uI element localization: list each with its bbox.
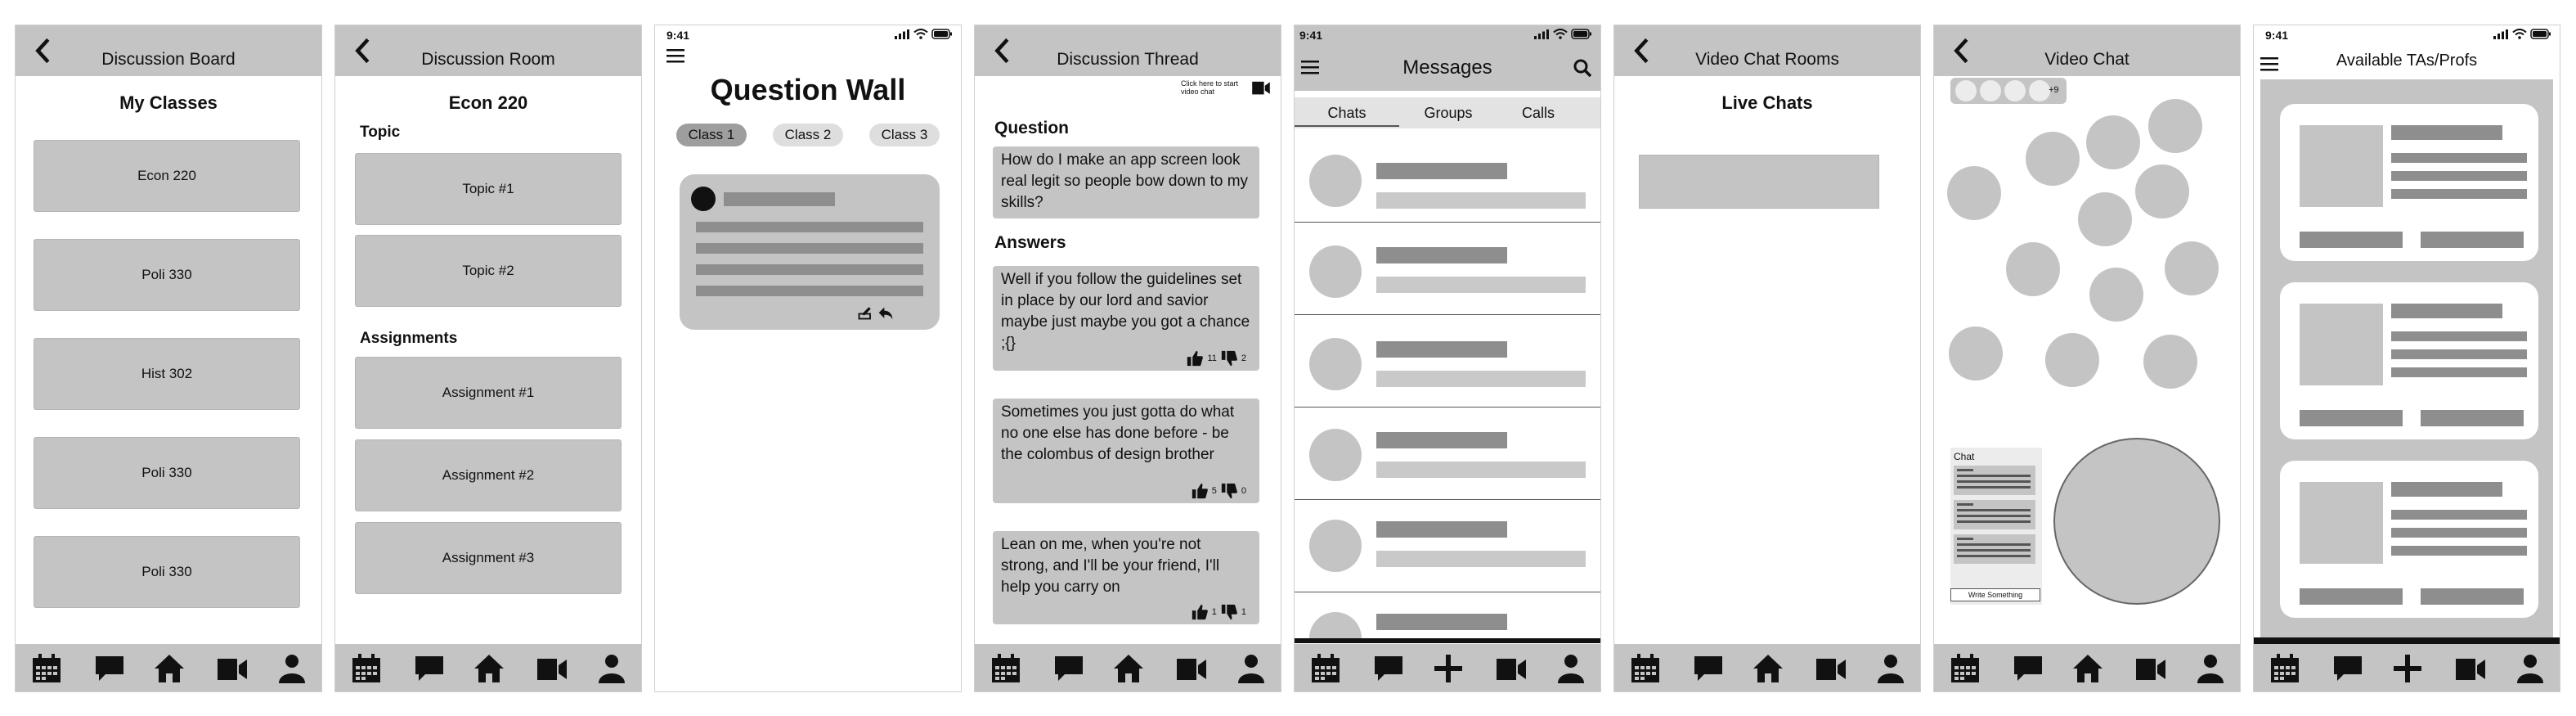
assignment-card[interactable]: Assignment #2 (355, 439, 622, 511)
video-camera-icon (1495, 652, 1528, 685)
header-bar (1614, 25, 1920, 76)
video-tab[interactable] (216, 652, 249, 685)
user-icon (2194, 652, 2227, 685)
new-post-tab[interactable] (1432, 652, 1465, 685)
class-heading: Econ 220 (448, 92, 528, 113)
calendar-icon (2269, 652, 2301, 685)
ta-action-placeholder[interactable] (2421, 588, 2524, 605)
video-camera-icon (2454, 652, 2487, 685)
battery-icon (1571, 29, 1592, 39)
chat-message (1954, 466, 2035, 495)
section-heading: My Classes (119, 92, 218, 113)
home-tab[interactable] (2071, 652, 2104, 685)
chat-tab[interactable] (1052, 652, 1085, 685)
ta-list (2260, 79, 2553, 637)
chat-icon (1052, 652, 1085, 685)
downvote-count: 2 (1241, 353, 1246, 363)
ta-info-placeholder (2391, 331, 2527, 341)
chat-icon (1372, 652, 1405, 685)
chat-row[interactable] (1295, 408, 1600, 500)
video-tab[interactable] (1495, 652, 1528, 685)
calendar-icon (1629, 652, 1662, 685)
chat-icon (413, 652, 446, 685)
page-title: Question Wall (710, 73, 906, 106)
chat-message (1954, 534, 2035, 564)
bottom-nav (2254, 644, 2560, 691)
class-filter-pill[interactable]: Class 1 (676, 124, 747, 146)
answer-text: Well if you follow the guidelines set in place by our lord and savior maybe just maybe you got a chance ;{} (1001, 271, 1250, 352)
chat-label: Chat (1954, 451, 1975, 462)
chat-tab[interactable] (1692, 652, 1725, 685)
search-icon[interactable] (1573, 58, 1592, 78)
calendar-icon (990, 652, 1022, 685)
text-line-placeholder (696, 264, 923, 275)
participant-video[interactable] (2026, 132, 2080, 186)
header-bar (1934, 25, 2240, 76)
calendar-icon (1309, 652, 1342, 685)
thumbs-down-icon[interactable] (1220, 349, 1238, 367)
video-tab[interactable] (2454, 652, 2487, 685)
video-camera-icon (536, 652, 568, 685)
participant-avatar (1980, 80, 2001, 101)
upvote-count: 5 (1211, 486, 1217, 496)
class-card[interactable]: Poli 330 (34, 239, 300, 311)
status-icons (895, 29, 953, 43)
downvote-count: 1 (1241, 607, 1246, 617)
calendar-tab[interactable] (30, 652, 63, 685)
status-time: 9:41 (666, 29, 690, 42)
profile-tab[interactable] (2194, 652, 2227, 685)
user-icon (1235, 652, 1268, 685)
signal-icon (2493, 29, 2508, 39)
participant-video[interactable] (2089, 268, 2143, 322)
participant-video[interactable] (2006, 242, 2060, 296)
extra-participants-count: +9 (2049, 85, 2059, 95)
tab-chats[interactable]: Chats (1295, 101, 1399, 127)
answer-text: Sometimes you just gotta do what no one else has done before - be the colombus of design brother (1001, 403, 1235, 463)
vote-row (1191, 480, 1246, 502)
answer-text: Lean on me, when you're not strong, and I'll be your friend, I'll help you carry on (1001, 536, 1220, 596)
answer-card[interactable] (993, 399, 1259, 503)
header-bar (1295, 25, 1600, 91)
video-camera-icon (216, 652, 249, 685)
chat-tab[interactable] (93, 652, 126, 685)
screen-question-wall (654, 25, 962, 692)
participant-video[interactable] (2045, 333, 2099, 387)
participant-video[interactable] (1947, 166, 2001, 220)
assignment-card[interactable]: Assignment #1 (355, 357, 622, 429)
video-tab[interactable] (1175, 652, 1208, 685)
calendar-tab[interactable] (2269, 652, 2301, 685)
assignment-card[interactable]: Assignment #3 (355, 522, 622, 594)
bottom-nav (1934, 644, 2240, 691)
wifi-icon (1553, 29, 1568, 39)
participant-video[interactable] (2086, 115, 2140, 169)
participant-avatar (1955, 80, 1977, 101)
reply-icon[interactable] (877, 305, 894, 322)
chat-message (1954, 500, 2035, 529)
upvote-count: 1 (1211, 607, 1217, 617)
ta-photo (2300, 482, 2383, 564)
bottom-nav (1614, 644, 1920, 691)
preview-placeholder (1376, 462, 1586, 478)
participants-strip[interactable] (1950, 78, 2067, 104)
video-camera-icon[interactable] (1251, 78, 1271, 97)
ta-info-placeholder (2391, 171, 2527, 181)
divider (2254, 637, 2560, 644)
video-tab[interactable] (1815, 652, 1847, 685)
video-camera-icon (1175, 652, 1208, 685)
upvote-count: 11 (1207, 353, 1217, 363)
new-post-tab[interactable] (2391, 652, 2424, 685)
class-card[interactable]: Hist 302 (34, 338, 300, 410)
thumbs-down-icon[interactable] (1220, 603, 1238, 621)
thumbs-up-icon[interactable] (1191, 603, 1209, 621)
screen-title: Video Chat Rooms (1695, 50, 1839, 69)
profile-tab[interactable] (1555, 652, 1587, 685)
participant-avatar (2029, 80, 2050, 101)
ta-action-placeholder[interactable] (2300, 410, 2403, 426)
edit-icon[interactable] (858, 305, 873, 320)
name-placeholder (1376, 432, 1507, 448)
section-heading: Live Chats (1721, 92, 1813, 113)
home-tab[interactable] (153, 652, 186, 685)
home-icon (2071, 652, 2104, 685)
ta-action-placeholder[interactable] (2421, 232, 2524, 248)
answers-label: Answers (994, 233, 1066, 252)
screen-discussion-room (334, 25, 642, 692)
header-bar (335, 25, 641, 76)
name-placeholder (1376, 341, 1507, 358)
ta-photo (2300, 125, 2383, 207)
battery-icon (2530, 29, 2551, 39)
screen-video-chat (1933, 25, 2241, 692)
ta-info-placeholder (2391, 510, 2527, 520)
ta-info-placeholder (2391, 189, 2527, 199)
name-placeholder (1376, 614, 1507, 630)
calendar-tab[interactable] (350, 652, 383, 685)
name-placeholder (1376, 247, 1507, 263)
chat-panel (1950, 448, 2042, 605)
ta-info-placeholder (2391, 528, 2527, 538)
wifi-icon (913, 29, 928, 39)
name-placeholder (1376, 163, 1507, 179)
profile-tab[interactable] (1235, 652, 1268, 685)
divider (1295, 638, 1600, 643)
participant-video[interactable] (2148, 99, 2202, 153)
avatar (1309, 155, 1362, 207)
vote-row (1191, 601, 1246, 623)
profile-tab[interactable] (2514, 652, 2547, 685)
chat-icon (93, 652, 126, 685)
screen-discussion-board (15, 25, 322, 692)
tab-groups[interactable]: Groups (1424, 104, 1473, 121)
user-icon (1874, 652, 1907, 685)
avatar (1309, 245, 1362, 298)
ta-info-placeholder (2391, 349, 2527, 359)
calendar-tab[interactable] (1309, 652, 1342, 685)
status-time: 9:41 (1299, 29, 1323, 42)
avatar (691, 187, 716, 211)
participant-video[interactable] (2078, 192, 2132, 246)
topic-label: Topic (360, 124, 401, 141)
ta-name-placeholder (2391, 482, 2502, 497)
chat-icon (2331, 652, 2364, 685)
topic-card[interactable]: Topic #2 (355, 235, 622, 307)
chat-tab[interactable] (1372, 652, 1405, 685)
signal-icon (895, 29, 909, 39)
user-icon (2514, 652, 2547, 685)
screen-video-chat-rooms (1613, 25, 1921, 692)
user-icon (1555, 652, 1587, 685)
calendar-tab[interactable] (1949, 652, 1981, 685)
avatar (1309, 612, 1362, 642)
home-tab[interactable] (1752, 652, 1784, 685)
text-line-placeholder (696, 286, 923, 296)
home-tab[interactable] (1112, 652, 1145, 685)
screen-messages (1294, 25, 1601, 692)
screen-title: Discussion Board (101, 50, 236, 69)
user-icon (595, 652, 628, 685)
ta-card[interactable] (2280, 104, 2538, 261)
signal-icon (1534, 29, 1549, 39)
video-tab[interactable] (2134, 652, 2167, 685)
screen-discussion-thread (974, 25, 1281, 692)
profile-tab[interactable] (595, 652, 628, 685)
profile-tab[interactable] (276, 652, 308, 685)
participant-avatar (2004, 80, 2026, 101)
screen-title: Discussion Room (421, 50, 555, 69)
thumbs-up-icon[interactable] (1191, 482, 1209, 500)
class-filter-pill[interactable]: Class 2 (773, 124, 843, 146)
chat-row[interactable] (1295, 315, 1600, 408)
live-chat-room-card[interactable] (1639, 155, 1879, 209)
chat-row[interactable] (1295, 223, 1600, 315)
bottom-nav (975, 644, 1281, 691)
question-post-card[interactable] (680, 174, 940, 330)
ta-name-placeholder (2391, 125, 2502, 140)
video-tab[interactable] (536, 652, 568, 685)
ta-info-placeholder (2391, 367, 2527, 377)
chat-input[interactable]: Write Something (1950, 588, 2040, 601)
avatar (1309, 429, 1362, 481)
chat-tab[interactable] (2012, 652, 2044, 685)
ta-action-placeholder[interactable] (2300, 588, 2403, 605)
home-icon (1752, 652, 1784, 685)
screen-available-tas (2253, 25, 2560, 692)
question-label: Question (994, 119, 1070, 137)
question-box: How do I make an app screen look real legit so people bow down to my skills? (993, 146, 1259, 218)
class-card[interactable]: Poli 330 (34, 437, 300, 509)
chat-icon (2012, 652, 2044, 685)
profile-tab[interactable] (1874, 652, 1907, 685)
calendar-icon (30, 652, 63, 685)
status-time: 9:41 (2265, 29, 2289, 42)
battery-icon (931, 29, 953, 39)
bottom-nav (16, 644, 321, 691)
calendar-icon (350, 652, 383, 685)
bottom-nav (1295, 644, 1600, 691)
chat-row[interactable] (1295, 130, 1600, 223)
preview-placeholder (1376, 551, 1586, 567)
chat-row-partial[interactable] (1295, 592, 1600, 642)
chat-tab[interactable] (2331, 652, 2364, 685)
class-filter-pill[interactable]: Class 3 (869, 124, 940, 146)
class-card[interactable]: Poli 330 (34, 536, 300, 608)
topic-card[interactable]: Topic #1 (355, 153, 622, 225)
home-icon (153, 652, 186, 685)
status-bar (2254, 25, 2560, 45)
home-tab[interactable] (473, 652, 505, 685)
status-bar (655, 25, 961, 45)
assignments-label: Assignments (360, 330, 458, 347)
text-line-placeholder (696, 243, 923, 254)
preview-placeholder (1376, 192, 1586, 209)
participant-video[interactable] (1949, 326, 2003, 381)
wifi-icon (2512, 29, 2527, 39)
status-icons (2493, 29, 2551, 43)
ta-card[interactable] (2280, 461, 2538, 618)
calendar-icon (1949, 652, 1981, 685)
avatar (1309, 338, 1362, 390)
chat-icon (1692, 652, 1725, 685)
participant-video[interactable] (2143, 335, 2197, 389)
video-camera-icon (1815, 652, 1847, 685)
ta-photo (2300, 304, 2383, 385)
home-icon (473, 652, 505, 685)
preview-placeholder (1376, 277, 1586, 293)
ta-name-placeholder (2391, 304, 2502, 318)
ta-card[interactable] (2280, 282, 2538, 439)
answer-card[interactable] (993, 266, 1259, 371)
header-bar (975, 25, 1281, 76)
self-video[interactable] (2053, 438, 2220, 605)
class-card[interactable]: Econ 220 (34, 140, 300, 212)
ta-action-placeholder[interactable] (2300, 232, 2403, 248)
text-line-placeholder (696, 222, 923, 232)
plus-icon (1432, 652, 1465, 685)
video-camera-icon (2134, 652, 2167, 685)
vote-row (1186, 348, 1246, 369)
participant-video[interactable] (2165, 241, 2219, 295)
bottom-nav (335, 644, 641, 691)
tab-calls[interactable]: Calls (1521, 104, 1555, 121)
downvote-count: 0 (1241, 486, 1246, 496)
header-bar (16, 25, 321, 76)
answer-card[interactable] (993, 531, 1259, 624)
plus-icon (2391, 652, 2424, 685)
ta-info-placeholder (2391, 153, 2527, 163)
name-placeholder (1376, 521, 1507, 538)
screen-title: Messages (1402, 56, 1492, 79)
ta-action-placeholder[interactable] (2421, 410, 2524, 426)
home-icon (1112, 652, 1145, 685)
calendar-tab[interactable] (990, 652, 1022, 685)
participant-video[interactable] (2135, 164, 2189, 218)
author-placeholder (724, 192, 835, 206)
chat-tab[interactable] (413, 652, 446, 685)
hamburger-icon (666, 48, 684, 63)
screen-title: Video Chat (2044, 50, 2129, 69)
status-icons (1534, 29, 1592, 43)
calendar-tab[interactable] (1629, 652, 1662, 685)
ta-info-placeholder (2391, 546, 2527, 556)
preview-placeholder (1376, 371, 1586, 387)
video-chat-hint: Click here to start video chat (1181, 79, 1239, 96)
screen-title: Available TAs/Profs (2336, 52, 2478, 70)
menu-button[interactable] (666, 48, 684, 63)
screen-title: Discussion Thread (1057, 50, 1199, 69)
avatar (1309, 520, 1362, 572)
chat-row[interactable] (1295, 500, 1600, 592)
thumbs-down-icon[interactable] (1220, 482, 1238, 500)
thumbs-up-icon[interactable] (1186, 349, 1204, 367)
user-icon (276, 652, 308, 685)
